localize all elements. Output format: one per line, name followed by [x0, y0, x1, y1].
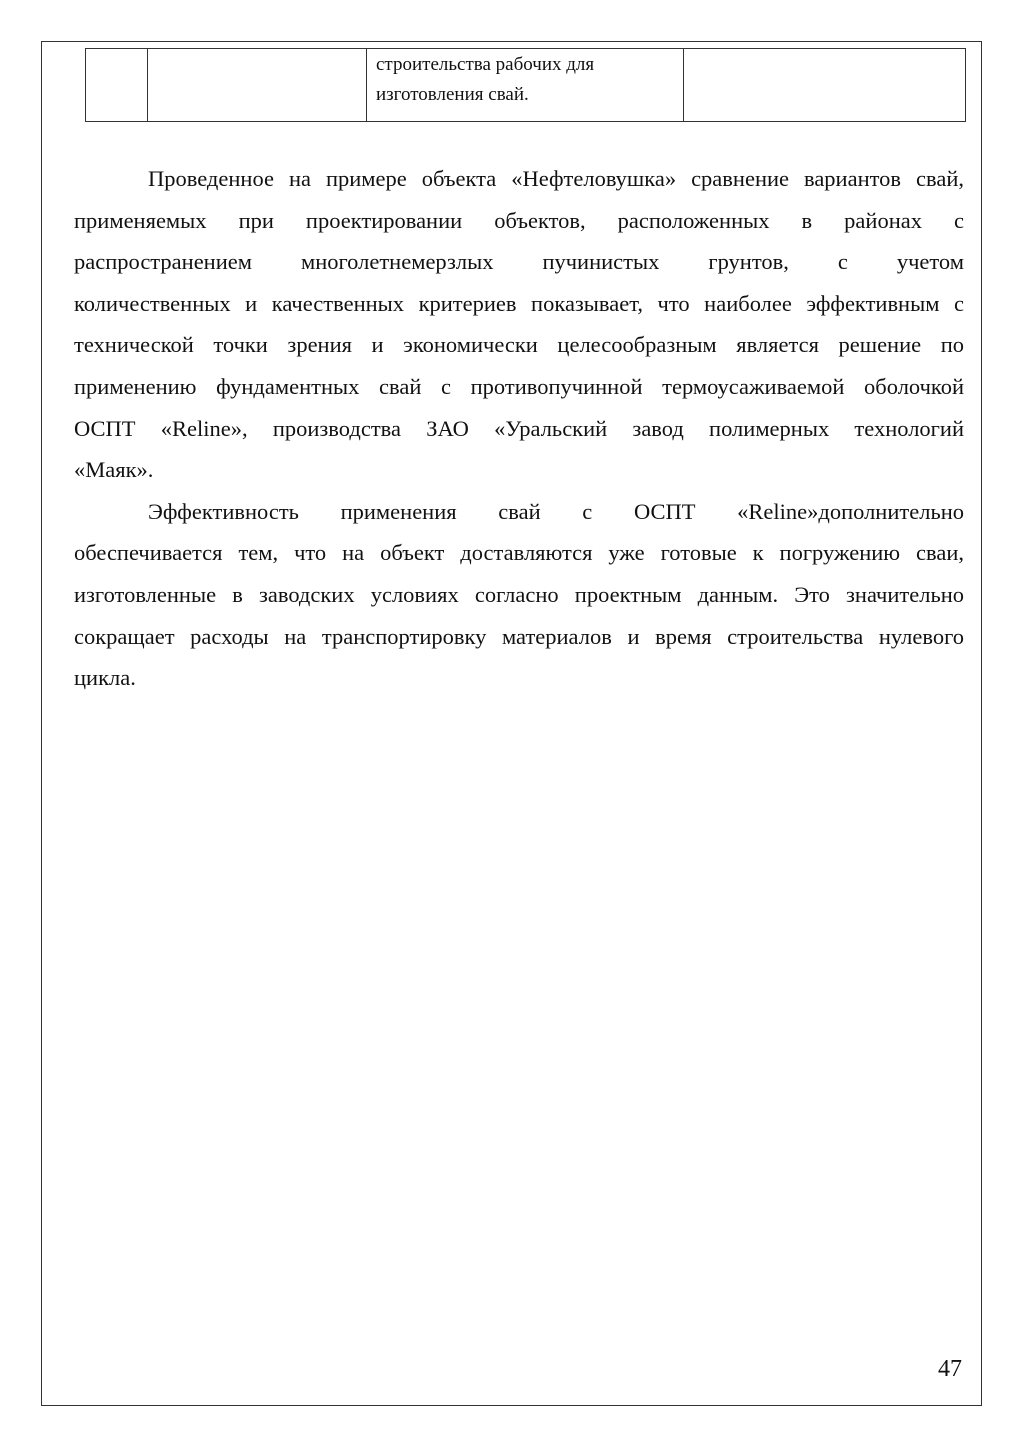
paragraph-line: цикла. — [74, 665, 136, 691]
body-text — [74, 158, 964, 699]
table-cell-number — [86, 49, 148, 122]
page-number: 47 — [938, 1356, 962, 1382]
paragraph-line: технической точки зрения и экономически целесообразным является решение по — [74, 332, 964, 358]
paragraph-line: изготовленные в заводских условиях согласно проектным данным. Это значительно — [74, 581, 964, 607]
paragraph-line: Проведенное на примере объекта «Нефтеловушка» сравнение вариантов свай, — [148, 166, 964, 191]
paragraph-line: обеспечивается тем, что на объект доставляются уже готовые к погружению сваи, — [74, 540, 964, 566]
paragraph-line: ОСПТ «Reline», производства ЗАО «Уральский завод полимерных технологий — [74, 415, 964, 441]
table-cell-notes — [684, 49, 966, 122]
table-continuation — [85, 48, 966, 122]
cell-line: строительства рабочих для — [376, 54, 595, 75]
paragraph-line: Эффективность применения свай с ОСПТ «Reline»дополнительно — [148, 498, 964, 524]
paragraph — [74, 158, 964, 491]
paragraph-line: количественных и качественных критериев показывает, что наиболее эффективным с — [74, 290, 964, 316]
paragraph-line: применяемых при проектировании объектов, расположенных в районах с — [74, 207, 964, 233]
table-row — [86, 49, 966, 122]
table-cell-name — [148, 49, 367, 122]
paragraph-line: сокращает расходы на транспортировку материалов и время строительства нулевого — [74, 623, 964, 649]
paragraph-line: «Маяк». — [74, 457, 154, 483]
paragraph — [74, 491, 964, 699]
paragraph-line: применению фундаментных свай с противопучинной термоусаживаемой оболочкой — [74, 373, 964, 399]
cell-line: изготовления свай. — [376, 84, 529, 105]
table-cell-description — [367, 49, 684, 122]
paragraph-line: распространением многолетнемерзлых пучинистых грунтов, с учетом — [74, 249, 964, 275]
